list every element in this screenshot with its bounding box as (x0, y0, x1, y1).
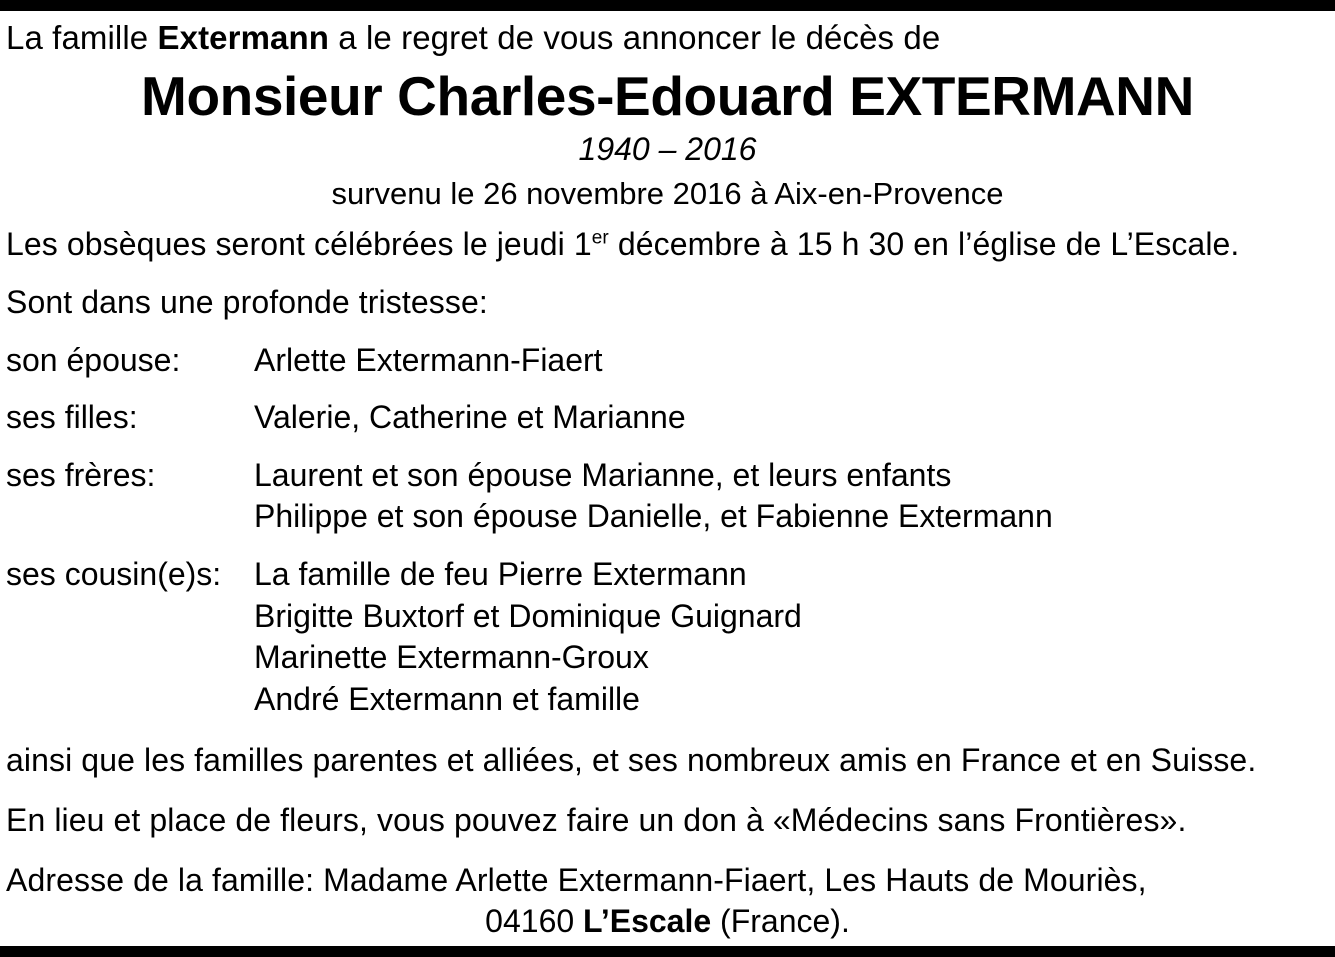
relation-name: Marinette Extermann-Groux (254, 639, 649, 676)
relation-name: Brigitte Buxtorf et Dominique Guignard (254, 597, 802, 634)
table-row (6, 381, 1053, 439)
city-name: L’Escale (583, 903, 712, 940)
notice-body (0, 17, 1335, 940)
relation-label: son épouse: (6, 341, 181, 378)
deceased-name: Monsieur Charles-Edouard EXTERMANN (141, 64, 1194, 127)
family-surname: Extermann (157, 19, 329, 56)
table-row (6, 538, 1053, 720)
ceremony-line (6, 224, 1329, 266)
postal-code: 04160 (485, 903, 584, 940)
relatives-table (6, 340, 1053, 721)
intro-line (6, 17, 1329, 60)
ceremony-text-part1: Les obsèques seront célébrées le jeudi 1 (6, 226, 592, 263)
relation-name: Valerie, Catherine et Marianne (254, 399, 686, 436)
table-row (6, 439, 1053, 538)
donation-line: En lieu et place de fleurs, vous pouvez faire un don à «Médecins sans Frontières». (6, 802, 1187, 839)
family-address-line2 (6, 903, 1329, 940)
bottom-divider-rule (0, 946, 1335, 957)
relation-name: La famille de feu Pierre Extermann (254, 556, 747, 593)
closing-line: ainsi que les familles parentes et alliées, et ses nombreux amis en France et en Suisse. (6, 742, 1257, 779)
relation-label: ses frères: (6, 456, 156, 493)
sadness-line: Sont dans une profonde tristesse: (6, 284, 488, 321)
relation-names (254, 381, 1053, 439)
top-divider-rule (0, 0, 1335, 11)
family-address-line1: Adresse de la famille: Madame Arlette Extermann-Fiaert, Les Hauts de Mouriès, (6, 861, 1147, 898)
relation-name: Arlette Extermann-Fiaert (254, 341, 603, 378)
relation-name: André Extermann et famille (254, 680, 640, 717)
relation-name: Laurent et son épouse Marianne, et leurs enfants (254, 456, 952, 493)
country-name: (France). (711, 903, 850, 940)
intro-text-before: La famille (6, 19, 158, 56)
relation-names (254, 340, 1053, 382)
life-years: 1940 – 2016 (578, 131, 757, 168)
relation-label: ses cousin(e)s: (6, 556, 222, 593)
relation-label: ses filles: (6, 399, 138, 436)
relation-names (254, 439, 1053, 538)
relation-names (254, 538, 1053, 720)
relation-name: Philippe et son épouse Danielle, et Fabienne Extermann (254, 498, 1053, 535)
table-row (6, 340, 1053, 382)
intro-text-after: a le regret de vous annoncer le décès de (328, 19, 941, 56)
ceremony-text-part2: décembre à 15 h 30 en l’église de L’Escale. (608, 226, 1240, 263)
death-place-date: survenu le 26 novembre 2016 à Aix-en-Provence (331, 176, 1004, 212)
ordinal-suffix: er (591, 227, 609, 249)
